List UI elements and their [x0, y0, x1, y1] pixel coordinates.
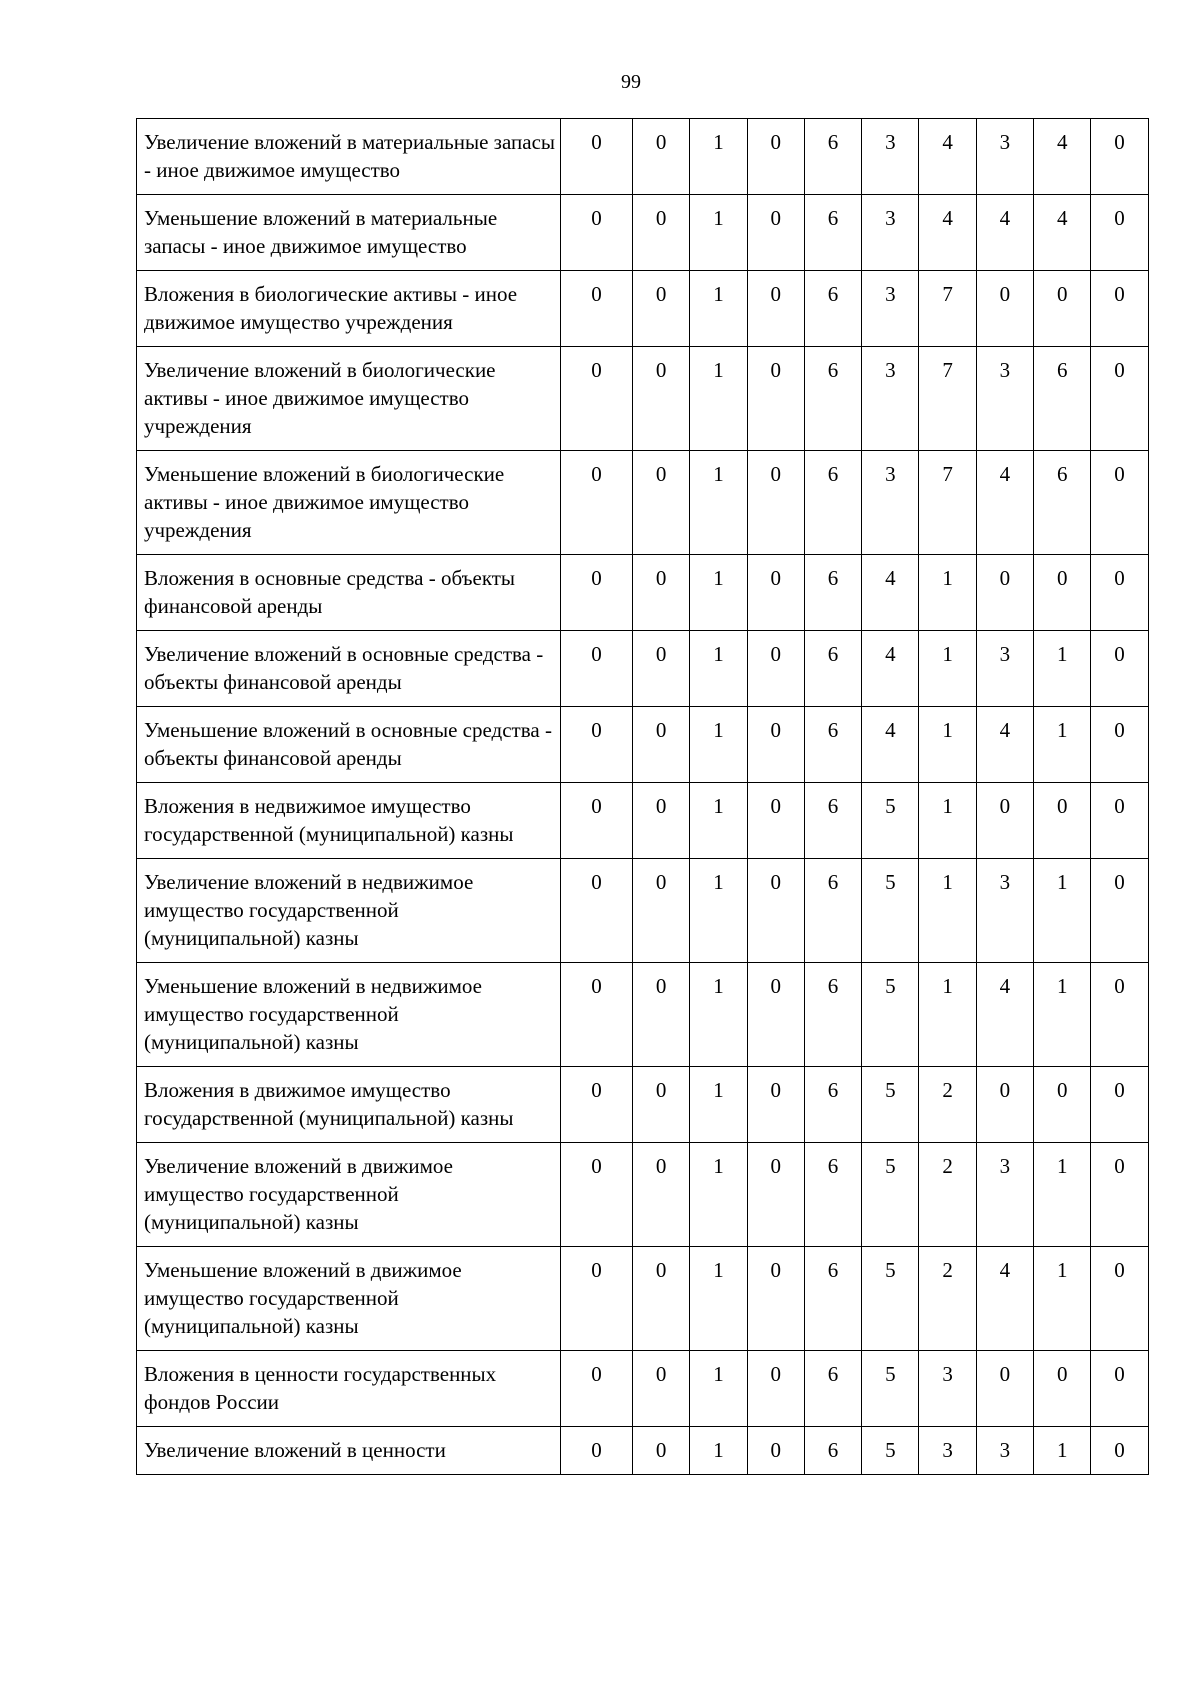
- code-digit: 0: [1034, 271, 1091, 347]
- code-digit: 3: [919, 1351, 976, 1427]
- row-label: Уменьшение вложений в биологические активы - иное движимое имущество учреждения: [137, 451, 561, 555]
- code-digit: 0: [1091, 1143, 1148, 1247]
- code-digit: 1: [1034, 1427, 1091, 1475]
- code-digit: 6: [804, 859, 861, 963]
- code-digit: 1: [690, 783, 747, 859]
- code-digit: 4: [919, 195, 976, 271]
- code-digit: 0: [747, 963, 804, 1067]
- code-digit: 6: [804, 271, 861, 347]
- row-label: Увеличение вложений в материальные запасы - иное движимое имущество: [137, 119, 561, 195]
- code-digit: 0: [1091, 859, 1148, 963]
- code-digit: 0: [1091, 783, 1148, 859]
- code-digit: 1: [690, 271, 747, 347]
- code-digit: 5: [862, 1247, 919, 1351]
- code-digit: 0: [633, 963, 690, 1067]
- code-digit: 0: [1034, 1067, 1091, 1143]
- code-digit: 0: [561, 783, 633, 859]
- code-digit: 0: [633, 195, 690, 271]
- code-digit: 4: [862, 631, 919, 707]
- code-digit: 5: [862, 1351, 919, 1427]
- code-digit: 1: [919, 555, 976, 631]
- code-digit: 0: [747, 1351, 804, 1427]
- code-digit: 0: [561, 1247, 633, 1351]
- code-digit: 0: [1091, 1351, 1148, 1427]
- code-digit: 1: [690, 555, 747, 631]
- code-digit: 0: [561, 195, 633, 271]
- row-label: Увеличение вложений в основные средства - объекты финансовой аренды: [137, 631, 561, 707]
- table-row: [137, 783, 1149, 859]
- code-digit: 3: [976, 631, 1033, 707]
- code-digit: 2: [919, 1067, 976, 1143]
- code-digit: 5: [862, 783, 919, 859]
- code-digit: 0: [561, 1427, 633, 1475]
- code-digit: 6: [804, 555, 861, 631]
- code-digit: 0: [633, 707, 690, 783]
- code-digit: 3: [976, 347, 1033, 451]
- code-digit: 4: [1034, 119, 1091, 195]
- row-label: Уменьшение вложений в недвижимое имущество государственной (муниципальной) казны: [137, 963, 561, 1067]
- code-digit: 0: [747, 1067, 804, 1143]
- code-digit: 0: [1091, 347, 1148, 451]
- code-digit: 1: [1034, 707, 1091, 783]
- table-row: [137, 631, 1149, 707]
- code-digit: 5: [862, 1067, 919, 1143]
- table-row: [137, 451, 1149, 555]
- code-digit: 1: [690, 347, 747, 451]
- code-digit: 3: [862, 195, 919, 271]
- code-digit: 1: [1034, 631, 1091, 707]
- code-digit: 0: [633, 1143, 690, 1247]
- code-digit: 4: [976, 963, 1033, 1067]
- code-digit: 4: [919, 119, 976, 195]
- row-label: Уменьшение вложений в материальные запасы - иное движимое имущество: [137, 195, 561, 271]
- row-label: Вложения в биологические активы - иное движимое имущество учреждения: [137, 271, 561, 347]
- code-digit: 0: [1091, 963, 1148, 1067]
- code-digit: 0: [1091, 195, 1148, 271]
- code-digit: 0: [1091, 271, 1148, 347]
- code-digit: 0: [976, 1351, 1033, 1427]
- code-digit: 1: [690, 707, 747, 783]
- table-body: [137, 119, 1149, 1475]
- code-digit: 7: [919, 271, 976, 347]
- row-label: Увеличение вложений в движимое имущество государственной (муниципальной) казны: [137, 1143, 561, 1247]
- code-digit: 6: [804, 1067, 861, 1143]
- code-digit: 0: [1034, 555, 1091, 631]
- code-digit: 1: [1034, 963, 1091, 1067]
- code-digit: 3: [862, 271, 919, 347]
- code-digit: 6: [804, 1143, 861, 1247]
- code-digit: 4: [862, 707, 919, 783]
- table-row: [137, 963, 1149, 1067]
- code-digit: 0: [561, 347, 633, 451]
- code-digit: 1: [690, 451, 747, 555]
- code-digit: 3: [862, 347, 919, 451]
- code-digit: 4: [976, 707, 1033, 783]
- code-digit: 6: [804, 347, 861, 451]
- code-digit: 3: [976, 119, 1033, 195]
- code-digit: 1: [690, 119, 747, 195]
- code-digit: 6: [1034, 451, 1091, 555]
- code-digit: 1: [919, 783, 976, 859]
- row-label: Вложения в движимое имущество государственной (муниципальной) казны: [137, 1067, 561, 1143]
- code-digit: 6: [1034, 347, 1091, 451]
- code-digit: 0: [747, 195, 804, 271]
- code-digit: 0: [1091, 1067, 1148, 1143]
- code-digit: 0: [747, 707, 804, 783]
- code-digit: 1: [690, 1427, 747, 1475]
- code-digit: 0: [747, 1427, 804, 1475]
- code-digit: 3: [862, 119, 919, 195]
- code-digit: 6: [804, 707, 861, 783]
- code-digit: 0: [633, 347, 690, 451]
- code-digit: 1: [690, 1247, 747, 1351]
- table-row: [137, 271, 1149, 347]
- table-row: [137, 195, 1149, 271]
- code-digit: 6: [804, 1247, 861, 1351]
- code-digit: 0: [976, 783, 1033, 859]
- code-digit: 0: [561, 271, 633, 347]
- code-digit: 4: [976, 1247, 1033, 1351]
- table-row: [137, 555, 1149, 631]
- code-digit: 1: [1034, 1247, 1091, 1351]
- code-digit: 0: [747, 347, 804, 451]
- code-digit: 0: [633, 451, 690, 555]
- code-digit: 0: [633, 859, 690, 963]
- code-digit: 1: [690, 195, 747, 271]
- table-row: [137, 1143, 1149, 1247]
- table-row: [137, 347, 1149, 451]
- code-digit: 4: [1034, 195, 1091, 271]
- code-digit: 0: [1091, 1247, 1148, 1351]
- code-digit: 0: [633, 271, 690, 347]
- code-digit: 0: [561, 859, 633, 963]
- code-digit: 0: [633, 555, 690, 631]
- code-digit: 0: [747, 555, 804, 631]
- code-digit: 1: [690, 859, 747, 963]
- code-digit: 2: [919, 1247, 976, 1351]
- code-digit: 0: [747, 1143, 804, 1247]
- code-digit: 1: [690, 1143, 747, 1247]
- code-digit: 3: [976, 859, 1033, 963]
- code-digit: 0: [633, 631, 690, 707]
- code-digit: 3: [976, 1427, 1033, 1475]
- code-digit: 0: [561, 1351, 633, 1427]
- code-digit: 5: [862, 1143, 919, 1247]
- code-digit: 5: [862, 859, 919, 963]
- code-digit: 5: [862, 1427, 919, 1475]
- code-digit: 4: [976, 451, 1033, 555]
- code-digit: 0: [747, 859, 804, 963]
- row-label: Вложения в основные средства - объекты финансовой аренды: [137, 555, 561, 631]
- code-digit: 7: [919, 451, 976, 555]
- code-digit: 0: [561, 963, 633, 1067]
- code-digit: 0: [633, 1427, 690, 1475]
- page-number: 99: [621, 71, 641, 93]
- code-digit: 0: [633, 1351, 690, 1427]
- code-digit: 0: [561, 707, 633, 783]
- code-digit: 0: [561, 1067, 633, 1143]
- code-digit: 0: [747, 119, 804, 195]
- row-label: Уменьшение вложений в движимое имущество государственной (муниципальной) казны: [137, 1247, 561, 1351]
- code-digit: 4: [976, 195, 1033, 271]
- code-digit: 0: [633, 1067, 690, 1143]
- code-digit: 1: [690, 1351, 747, 1427]
- code-digit: 0: [1091, 555, 1148, 631]
- code-digit: 0: [1091, 119, 1148, 195]
- code-digit: 0: [633, 783, 690, 859]
- code-digit: 0: [633, 1247, 690, 1351]
- row-label: Уменьшение вложений в основные средства - объекты финансовой аренды: [137, 707, 561, 783]
- code-digit: 6: [804, 1427, 861, 1475]
- code-digit: 1: [919, 859, 976, 963]
- code-digit: 3: [976, 1143, 1033, 1247]
- row-label: Вложения в ценности государственных фондов России: [137, 1351, 561, 1427]
- code-digit: 0: [747, 783, 804, 859]
- code-digit: 0: [1091, 631, 1148, 707]
- code-digit: 1: [919, 707, 976, 783]
- code-digit: 1: [690, 631, 747, 707]
- code-digit: 0: [747, 271, 804, 347]
- code-digit: 1: [919, 963, 976, 1067]
- code-digit: 0: [561, 631, 633, 707]
- code-digit: 0: [976, 271, 1033, 347]
- code-digit: 5: [862, 963, 919, 1067]
- account-codes-table: [136, 118, 1149, 1475]
- code-digit: 6: [804, 631, 861, 707]
- code-digit: 0: [976, 555, 1033, 631]
- code-digit: 3: [919, 1427, 976, 1475]
- code-digit: 0: [1091, 451, 1148, 555]
- code-digit: 1: [690, 963, 747, 1067]
- table-row: [137, 119, 1149, 195]
- code-digit: 6: [804, 963, 861, 1067]
- code-digit: 0: [561, 1143, 633, 1247]
- code-digit: 0: [633, 119, 690, 195]
- code-digit: 6: [804, 783, 861, 859]
- table-row: [137, 1247, 1149, 1351]
- code-digit: 4: [862, 555, 919, 631]
- code-digit: 0: [747, 1247, 804, 1351]
- table-row: [137, 707, 1149, 783]
- code-digit: 6: [804, 451, 861, 555]
- code-digit: 0: [561, 451, 633, 555]
- code-digit: 6: [804, 119, 861, 195]
- code-digit: 1: [1034, 859, 1091, 963]
- code-digit: 0: [747, 631, 804, 707]
- table-row: [137, 1351, 1149, 1427]
- table-row: [137, 1067, 1149, 1143]
- row-label: Увеличение вложений в ценности: [137, 1427, 561, 1475]
- row-label: Увеличение вложений в биологические активы - иное движимое имущество учреждения: [137, 347, 561, 451]
- code-digit: 7: [919, 347, 976, 451]
- code-digit: 0: [561, 119, 633, 195]
- code-digit: 0: [747, 451, 804, 555]
- code-digit: 1: [690, 1067, 747, 1143]
- code-digit: 0: [1091, 1427, 1148, 1475]
- code-digit: 1: [919, 631, 976, 707]
- code-digit: 6: [804, 195, 861, 271]
- code-digit: 0: [976, 1067, 1033, 1143]
- code-digit: 6: [804, 1351, 861, 1427]
- code-digit: 0: [561, 555, 633, 631]
- code-digit: 0: [1034, 1351, 1091, 1427]
- code-digit: 1: [1034, 1143, 1091, 1247]
- code-digit: 3: [862, 451, 919, 555]
- code-digit: 0: [1034, 783, 1091, 859]
- row-label: Вложения в недвижимое имущество государственной (муниципальной) казны: [137, 783, 561, 859]
- row-label: Увеличение вложений в недвижимое имущество государственной (муниципальной) казны: [137, 859, 561, 963]
- table-row: [137, 1427, 1149, 1475]
- code-digit: 2: [919, 1143, 976, 1247]
- table-row: [137, 859, 1149, 963]
- code-digit: 0: [1091, 707, 1148, 783]
